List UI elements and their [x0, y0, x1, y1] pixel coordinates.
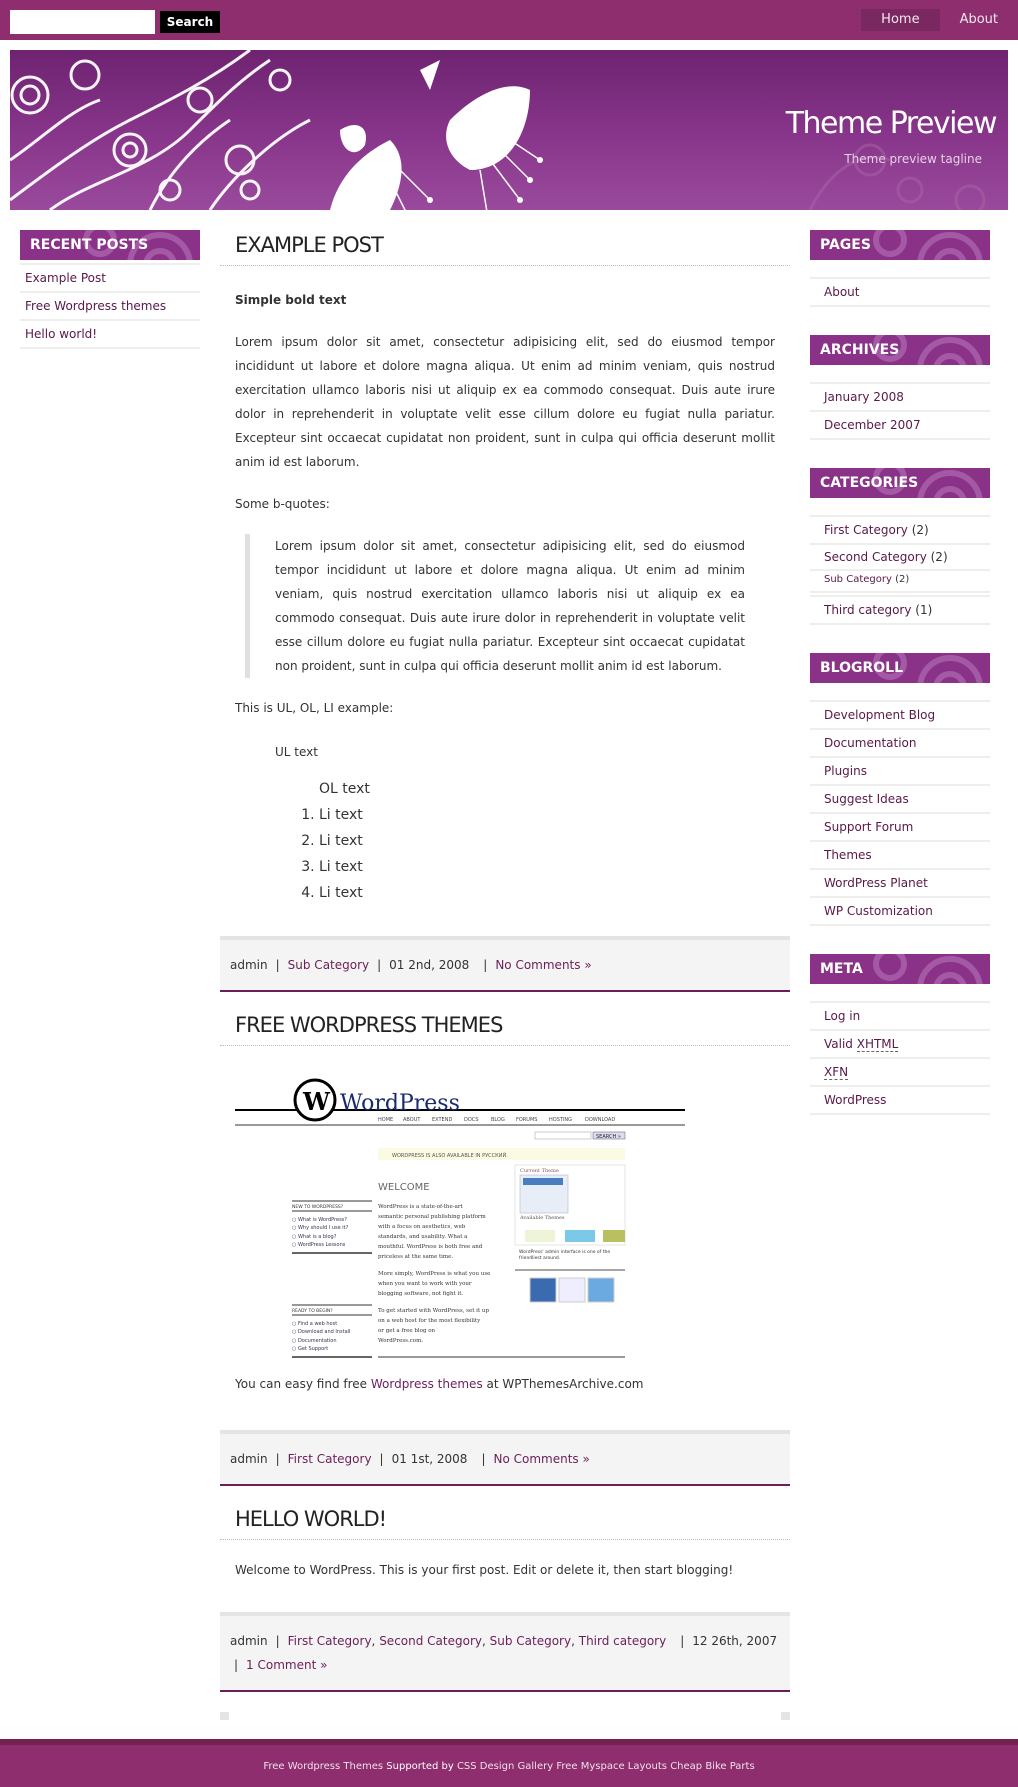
left-sidebar	[20, 230, 200, 349]
svg-text:○ WordPress Lessons: ○ WordPress Lessons	[292, 1242, 346, 1248]
svg-text:○ What is a blog?: ○ What is a blog?	[292, 1234, 337, 1240]
search-button[interactable]: Search	[160, 11, 220, 33]
svg-text:BLOG: BLOG	[491, 1117, 505, 1123]
nav-home[interactable]: Home	[861, 9, 939, 31]
list-item: 4. Li text	[319, 880, 775, 906]
post-free-themes	[220, 1010, 790, 1486]
svg-text:WELCOME: WELCOME	[378, 1182, 430, 1193]
site-title[interactable]: Theme Preview	[785, 106, 996, 141]
bold-text: Simple bold text	[235, 293, 347, 307]
category-link[interactable]: Third category	[578, 1634, 667, 1648]
svg-text:HOME: HOME	[378, 1117, 394, 1123]
meta-item	[810, 1059, 990, 1087]
post-meta: admin | Sub Category | 01 2nd, 2008 | No Comments »	[220, 936, 790, 992]
svg-text:WordPress.com.: WordPress.com.	[378, 1338, 424, 1344]
widget-title: PAGES	[810, 230, 990, 260]
post-example	[220, 230, 790, 992]
category-link[interactable]: First Category	[287, 1634, 372, 1648]
post-body	[220, 288, 790, 906]
svg-text:READY TO BEGIN?: READY TO BEGIN?	[292, 1309, 333, 1314]
svg-text:WORDPRESS IS ALSO AVAILABLE IN: WORDPRESS IS ALSO AVAILABLE IN РУССКИЙ.	[392, 1153, 508, 1159]
search-input[interactable]	[10, 10, 155, 34]
footer-link-css-gallery[interactable]: CSS Design Gallery	[456, 1761, 554, 1772]
category-link[interactable]: Sub Category (2)	[824, 574, 910, 585]
category-link[interactable]: Sub Category	[287, 958, 370, 972]
svg-text:or get a free blog on: or get a free blog on	[378, 1328, 436, 1334]
blogroll-item	[810, 814, 990, 842]
post-hello-world	[220, 1504, 790, 1692]
post-author: admin	[230, 1634, 268, 1648]
svg-text:DOWNLOAD: DOWNLOAD	[585, 1117, 616, 1123]
circles-decoration-icon	[850, 954, 990, 984]
svg-text:To get started with WordPress,: To get started with WordPress, set it up	[378, 1308, 489, 1314]
svg-text:with a focus on aesthetics, we: with a focus on aesthetics, web	[378, 1224, 466, 1230]
svg-text:○ What is WordPress?: ○ What is WordPress?	[292, 1217, 347, 1223]
category-link[interactable]: First Category	[287, 1452, 372, 1466]
svg-text:○ Documentation: ○ Documentation	[292, 1338, 337, 1344]
widget-title: BLOGROLL	[810, 653, 990, 683]
archive-item	[810, 412, 990, 440]
archives-widget	[810, 335, 990, 440]
post-body	[220, 1068, 790, 1396]
blogroll-link[interactable]: Development Blog	[824, 708, 936, 722]
svg-text:○ Get Support: ○ Get Support	[292, 1346, 329, 1352]
xfn-link[interactable]: XFN	[824, 1065, 849, 1079]
category-item	[810, 595, 990, 625]
blogroll-item	[810, 702, 990, 730]
recent-post-item	[20, 293, 200, 321]
recent-post-item	[20, 265, 200, 293]
category-link[interactable]: Third category (1)	[824, 603, 933, 617]
svg-text:EXTEND: EXTEND	[432, 1117, 453, 1123]
category-item	[810, 545, 990, 569]
blogroll-item	[810, 898, 990, 926]
svg-text:mouthful. WordPress is both fr: mouthful. WordPress is both free and	[378, 1244, 483, 1250]
svg-text:SEARCH »: SEARCH »	[596, 1134, 621, 1140]
recent-post-link[interactable]: Example Post	[25, 271, 106, 285]
paragraph: Welcome to WordPress. This is your first post. Edit or delete it, then start blogging!	[235, 1563, 734, 1577]
svg-text:W: W	[303, 1087, 330, 1116]
site-tagline: Theme preview tagline	[844, 152, 982, 166]
blogroll-item	[810, 870, 990, 898]
recent-post-item	[20, 321, 200, 349]
footer-link-free-themes[interactable]: Free Wordpress Themes	[263, 1761, 384, 1772]
category-link[interactable]: Sub Category	[489, 1634, 572, 1648]
blogroll-link[interactable]: Plugins	[824, 764, 867, 778]
blogroll-link[interactable]: Documentation	[824, 736, 917, 750]
footer	[0, 1739, 1018, 1787]
svg-text:NEW TO WORDPRESS?: NEW TO WORDPRESS?	[292, 1205, 344, 1210]
svg-text:on a web host for the most fle: on a web host for the most flexibility	[378, 1318, 481, 1324]
svg-text:when you want to work with you: when you want to work with your	[378, 1281, 472, 1287]
post-meta: admin | First Category, Second Category, Sub Category, Third category | 12 26th, 2007 | 1 Comment »	[220, 1612, 790, 1692]
post-date: 01 1st, 2008	[391, 1452, 468, 1466]
meta-widget	[810, 954, 990, 1115]
svg-text:○ Download and Install: ○ Download and Install	[292, 1329, 351, 1335]
footer-link-bike-parts[interactable]: Cheap Bike Parts	[670, 1761, 755, 1772]
blogroll-link[interactable]: WordPress Planet	[824, 876, 928, 890]
header-banner	[10, 50, 1008, 210]
svg-text:DOCS: DOCS	[464, 1117, 479, 1123]
list-item: 2. Li text	[319, 828, 775, 854]
comments-link[interactable]: No Comments »	[495, 958, 592, 972]
svg-text:WordPress: WordPress	[340, 1091, 460, 1116]
ul-text: UL text	[275, 745, 318, 759]
footer-link-myspace[interactable]: Free Myspace Layouts	[556, 1761, 667, 1772]
categories-widget	[810, 468, 990, 625]
blogroll-link[interactable]: Support Forum	[824, 820, 914, 834]
post-meta: admin | First Category | 01 1st, 2008 | No Comments »	[220, 1430, 790, 1486]
svg-text:standards, and usability. What: standards, and usability. What a	[378, 1234, 468, 1240]
page-link[interactable]: About	[824, 285, 860, 299]
meta-item	[810, 1087, 990, 1115]
pages-widget	[810, 230, 990, 307]
subcategory-item	[810, 569, 990, 593]
svg-text:ABOUT: ABOUT	[403, 1117, 421, 1123]
wordpress-screenshot	[235, 1068, 685, 1358]
category-link[interactable]: First Category (2)	[824, 523, 929, 537]
top-bar	[0, 0, 1018, 40]
circles-decoration-icon	[850, 230, 990, 260]
archive-link[interactable]: December 2007	[824, 418, 921, 432]
wordpress-themes-link[interactable]: Wordpress themes	[370, 1377, 483, 1391]
list-intro: This is UL, OL, LI example:	[235, 701, 394, 715]
pagination-corners	[220, 1712, 790, 1720]
category-link[interactable]: Second Category	[379, 1634, 482, 1648]
widget-title: CATEGORIES	[810, 468, 990, 498]
archive-item	[810, 384, 990, 412]
post-body	[220, 1558, 790, 1582]
blogroll-item	[810, 842, 990, 870]
svg-text:priceless at the same time.: priceless at the same time.	[378, 1254, 454, 1260]
blockquote: Lorem ipsum dolor sit amet, consectetur adipisicing elit, sed do eiusmod tempor incididunt ut labore et dolore magna aliqua. Ut enim ad minim veniam, quis nostrud exercitation ullamco laboris nisi ut aliquip ex ea commodo consequat. Duis aute irure dolor in reprehenderit in voluptate velit esse cillum dolore eu fugiat nulla pariatur. Excepteur sint occaecat cupidatat non proident, sunt in culpa qui officia deserunt mollit anim id est laborum.	[245, 534, 775, 678]
svg-text:WordPress is a state-of-the-ar: WordPress is a state-of-the-art	[378, 1204, 463, 1210]
page-item	[810, 279, 990, 307]
svg-text:Available Themes: Available Themes	[520, 1215, 565, 1221]
widget-title: ARCHIVES	[810, 335, 990, 365]
svg-text:HOSTING: HOSTING	[549, 1117, 573, 1123]
post-date: 01 2nd, 2008	[389, 958, 470, 972]
svg-text:FORUMS: FORUMS	[516, 1117, 538, 1123]
blogroll-item	[810, 758, 990, 786]
recent-post-link[interactable]: Hello world!	[25, 327, 98, 341]
blogroll-link[interactable]: WP Customization	[824, 904, 933, 918]
category-link[interactable]: Second Category (2)	[824, 550, 948, 564]
recent-posts-widget	[20, 230, 200, 349]
comments-link[interactable]: 1 Comment »	[246, 1658, 328, 1672]
svg-text:blogging software, not fight i: blogging software, not fight it.	[378, 1291, 464, 1297]
recent-post-link[interactable]: Free Wordpress themes	[25, 299, 167, 313]
post-title[interactable]: FREE WORDPRESS THEMES	[220, 1010, 790, 1046]
widget-title: RECENT POSTS	[20, 230, 200, 260]
blogroll-widget	[810, 653, 990, 926]
comments-link[interactable]: No Comments »	[493, 1452, 590, 1466]
category-item	[810, 517, 990, 545]
login-link[interactable]: Log in	[824, 1009, 861, 1023]
list-item: 1. Li text	[319, 802, 775, 828]
footer-text: Supported by	[383, 1761, 457, 1772]
ordered-list	[235, 802, 775, 906]
valid-xhtml-link[interactable]: Valid XHTML	[824, 1037, 899, 1051]
bquote-intro: Some b-quotes:	[235, 497, 330, 511]
blogroll-item	[810, 786, 990, 814]
svg-text:WordPress' admin interface is: WordPress' admin interface is one of the	[519, 1250, 611, 1255]
meta-item	[810, 1003, 990, 1031]
post-title[interactable]: EXAMPLE POST	[220, 230, 790, 266]
list-item: 3. Li text	[319, 854, 775, 880]
blogroll-link[interactable]: Suggest Ideas	[824, 792, 909, 806]
main-content	[220, 230, 790, 1692]
svg-text:○ Find a web host: ○ Find a web host	[292, 1321, 338, 1327]
svg-text:Current Theme: Current Theme	[520, 1168, 559, 1174]
corner-decoration	[220, 1712, 229, 1720]
svg-text:semantic personal publishing p: semantic personal publishing platform	[378, 1214, 486, 1220]
corner-decoration	[781, 1712, 790, 1720]
meta-item	[810, 1031, 990, 1059]
nav-about[interactable]: About	[959, 12, 998, 27]
post-title[interactable]: HELLO WORLD!	[220, 1504, 790, 1540]
post-date: 12 26th, 2007	[692, 1634, 778, 1648]
post-author: admin	[230, 958, 268, 972]
svg-text:friendliest around.: friendliest around.	[519, 1256, 561, 1261]
svg-text:More simply, WordPress is what: More simply, WordPress is what you use	[378, 1271, 491, 1277]
archive-link[interactable]: January 2008	[824, 390, 904, 404]
post-author: admin	[230, 1452, 268, 1466]
paragraph: You can easy find free Wordpress themes at WPThemesArchive.com	[235, 1377, 644, 1391]
blogroll-item	[810, 730, 990, 758]
ol-text: OL text	[319, 781, 370, 797]
blogroll-link[interactable]: Themes	[824, 848, 872, 862]
paragraph: Lorem ipsum dolor sit amet, consectetur adipisicing elit, sed do eiusmod tempor incididunt ut labore et dolore magna aliqua. Ut enim ad minim veniam, quis nostrud exercitation ullamco laboris nisi ut aliquip ex ea commodo consequat. Duis aute irure dolor in reprehenderit in voluptate velit esse cillum dolore eu fugiat nulla pariatur. Excepteur sint occaecat cupidatat non proident, sunt in culpa qui officia deserunt mollit anim id est laborum.	[235, 335, 775, 469]
widget-title: META	[810, 954, 990, 984]
svg-text:○ Why should I use it?: ○ Why should I use it?	[292, 1225, 349, 1231]
wordpress-link[interactable]: WordPress	[824, 1093, 887, 1107]
top-nav	[861, 9, 1018, 31]
right-sidebar	[810, 230, 990, 1143]
